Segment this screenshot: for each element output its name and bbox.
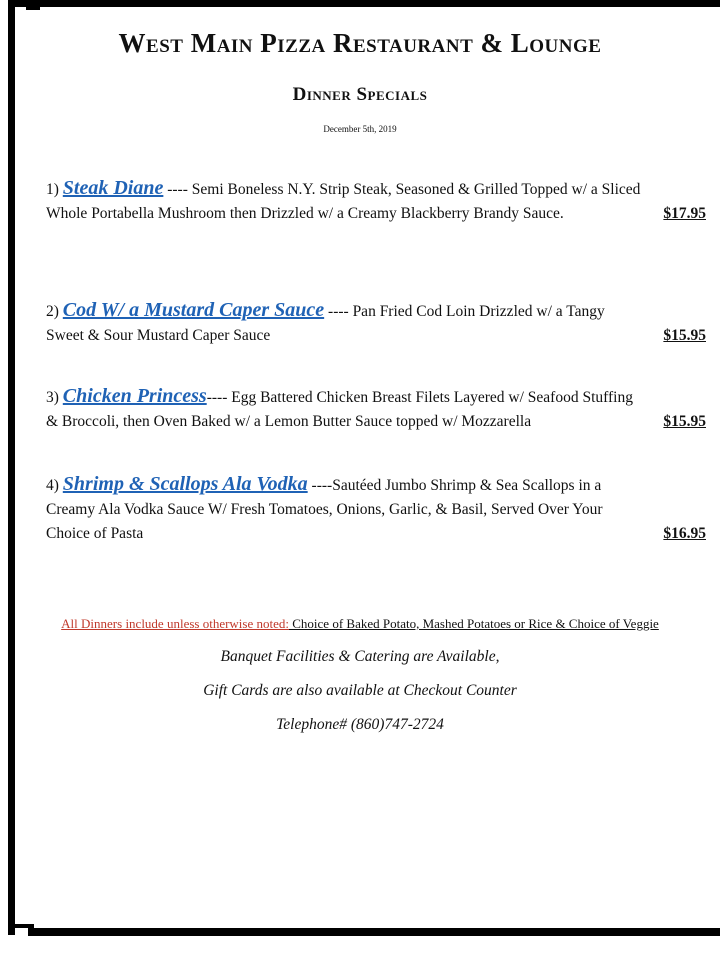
frame-border-top — [8, 0, 720, 7]
frame-border-left — [8, 0, 15, 935]
item-number: 1) — [46, 181, 59, 198]
item-description: & Broccoli, then Oven Baked w/ a Lemon Butter Sauce topped w/ Mozzarella — [46, 413, 532, 430]
menu-item-steak-diane — [46, 176, 706, 226]
item-description: Creamy Ala Vodka Sauce W/ Fresh Tomatoes, Onions, Garlic, & Basil, Served Over Your — [46, 501, 603, 518]
frame-corner-top — [26, 7, 40, 10]
item-price: $16.95 — [663, 525, 706, 542]
item-number: 2) — [46, 303, 59, 320]
item-description: Choice of Pasta — [46, 525, 144, 542]
menu-item-cod — [46, 298, 706, 348]
item-number: 4) — [46, 477, 59, 494]
frame-border-bottom — [28, 928, 720, 936]
item-description: Pan Fried Cod Loin Drizzled w/ a Tangy — [352, 303, 605, 320]
item-description: Semi Boneless N.Y. Strip Steak, Seasoned & Grilled Topped w/ a Sliced — [191, 181, 641, 198]
item-description: Whole Portabella Mushroom then Drizzled w/ a Creamy Blackberry Brandy Sauce. — [46, 205, 564, 222]
item-separator: ---- — [163, 181, 192, 198]
gift-cards-line: Gift Cards are also available at Checkout Counter — [203, 682, 517, 699]
item-name: Cod W/ a Mustard Caper Sauce — [62, 299, 325, 321]
item-separator: ---- — [206, 389, 232, 406]
telephone-line: Telephone# (860)747-2724 — [276, 716, 444, 733]
menu-date: December 5th, 2019 — [323, 124, 397, 134]
item-description: Sweet & Sour Mustard Caper Sauce — [46, 327, 271, 344]
item-price: $15.95 — [663, 327, 706, 344]
item-separator: ---- — [307, 477, 333, 494]
banquet-line: Banquet Facilities & Catering are Available, — [220, 648, 500, 665]
item-number: 3) — [46, 389, 59, 406]
item-name: Steak Diane — [62, 177, 164, 199]
menu-item-shrimp-scallops — [46, 472, 706, 546]
menu-item-chicken-princess — [46, 384, 706, 434]
frame-corner-bottom — [8, 924, 34, 928]
item-name: Chicken Princess — [62, 385, 207, 407]
item-description: Egg Battered Chicken Breast Filets Layered w/ Seafood Stuffing — [231, 389, 633, 406]
item-name: Shrimp & Scallops Ala Vodka — [62, 473, 308, 495]
page-title: West Main Pizza Restaurant & Lounge — [118, 28, 602, 58]
item-separator: ---- — [324, 303, 353, 320]
dinner-includes-note — [0, 616, 720, 632]
item-price: $15.95 — [663, 413, 706, 430]
note-text: Choice of Baked Potato, Mashed Potatoes or Rice & Choice of Veggie — [289, 616, 659, 631]
item-price: $17.95 — [663, 205, 706, 222]
item-description: Sautéed Jumbo Shrimp & Sea Scallops in a — [332, 477, 602, 494]
page-subtitle: Dinner Specials — [292, 84, 428, 105]
note-label: All Dinners include unless otherwise noted: — [61, 616, 289, 631]
